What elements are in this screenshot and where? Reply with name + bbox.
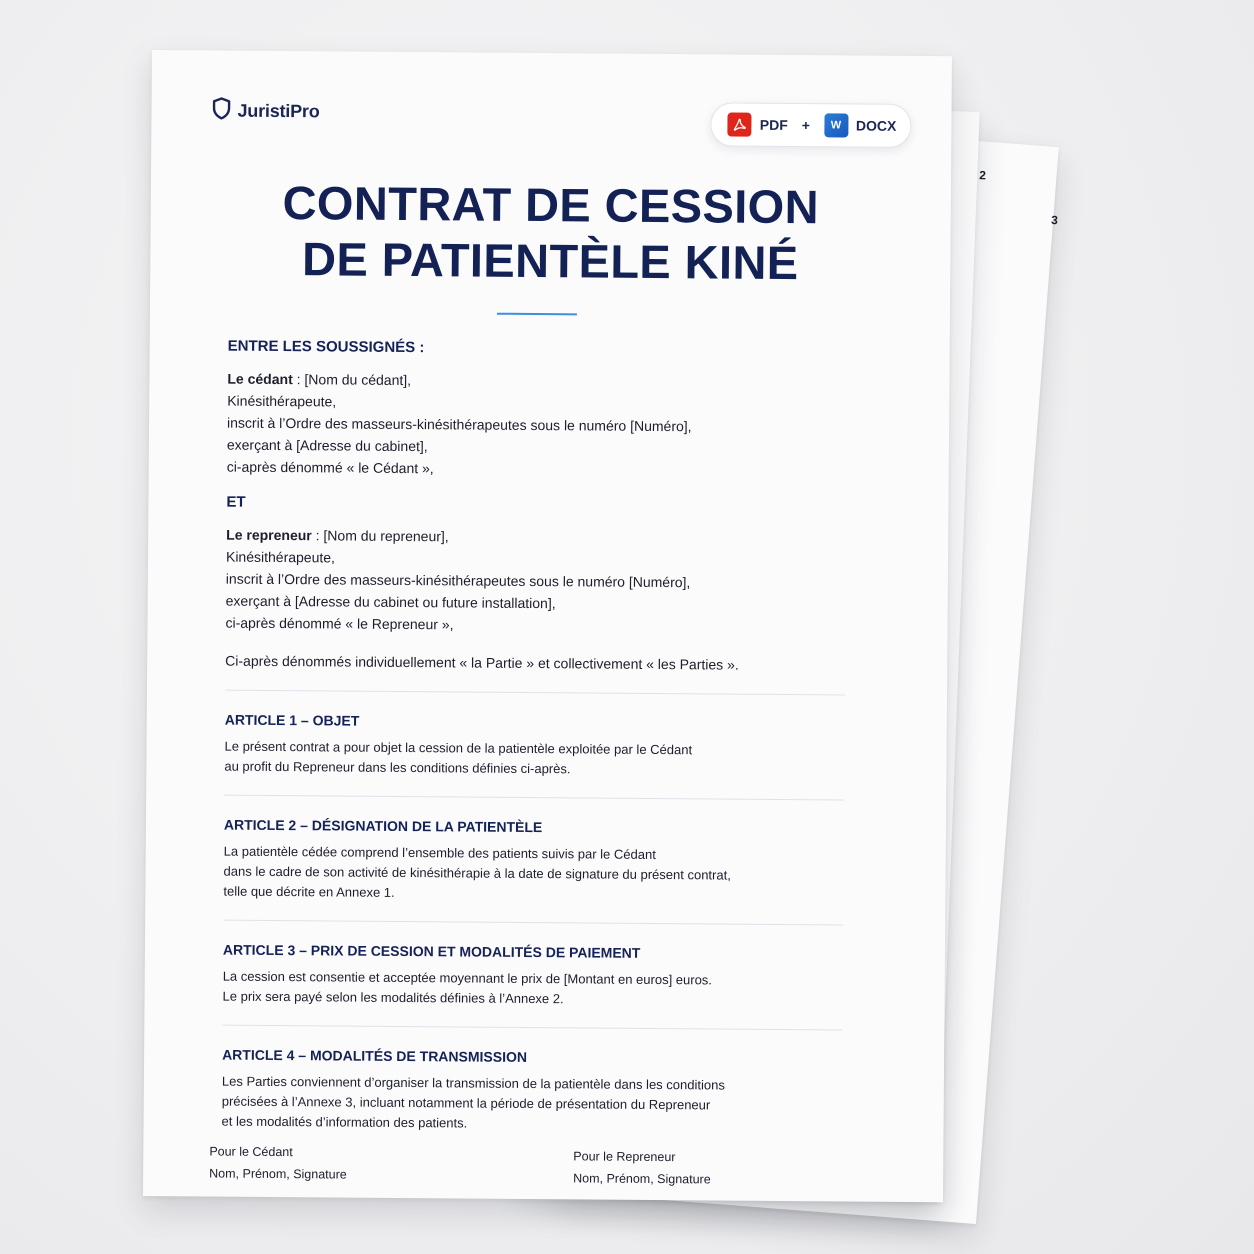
title-underline <box>497 313 577 316</box>
word-letter: W <box>830 119 842 132</box>
repreneur-profession: Kinésithérapeute, <box>225 548 336 566</box>
page-number-3: 3 <box>1050 212 1059 228</box>
article-2-title: ARTICLE 2 – DÉSIGNATION DE LA PATIENTÈLE <box>223 816 543 836</box>
format-badge <box>711 102 912 148</box>
article-1-line: Le présent contrat a pour objet la cession de la patientèle exploitée par le Cédant <box>224 738 693 758</box>
plus-sign: + <box>801 117 811 134</box>
article-2-line: La patientèle cédée comprend l’ensemble des patients suivis par le Cédant <box>223 843 656 862</box>
article-1-line: au profit du Repreneur dans les conditions définies ci-après. <box>224 758 571 777</box>
divider <box>225 690 845 696</box>
article-3-text <box>222 967 842 1012</box>
repreneur-label: Le repreneur <box>226 526 312 544</box>
article-4-line: précisées à l’Annexe 3, incluant notamment la période de présentation du Repreneur <box>221 1093 711 1113</box>
divider <box>223 920 843 926</box>
article-2-line: dans le cadre de son activité de kinésithérapie à la date de signature du présent contrat, <box>223 863 731 883</box>
cedant-adresse: exerçant à [Adresse du cabinet], <box>226 436 428 455</box>
signature-cedant-title: Pour le Cédant <box>209 1144 293 1160</box>
parties-collective: Ci-après dénommés individuellement « la Partie » et collectivement « les Parties ». <box>225 652 739 673</box>
signature-repreneur-sub: Nom, Prénom, Signature <box>573 1171 711 1187</box>
article-4-text <box>222 1072 842 1137</box>
divider <box>222 1025 842 1031</box>
signature-repreneur-title: Pour le Repreneur <box>573 1149 676 1165</box>
repreneur-name: : [Nom du repreneur], <box>311 527 449 545</box>
et-heading: ET <box>226 493 246 511</box>
word-icon <box>824 113 848 137</box>
cedant-block <box>227 368 848 483</box>
cedant-profession: Kinésithérapeute, <box>227 392 337 410</box>
repreneur-denomination: ci-après dénommé « le Repreneur », <box>225 614 454 633</box>
brand-name: JuristiPro <box>237 100 320 122</box>
repreneur-ordre: inscrit à l’Ordre des masseurs-kinésithérapeutes sous le numéro [Numéro], <box>225 570 691 591</box>
article-3 <box>222 939 843 1012</box>
parties-heading: ENTRE LES SOUSSIGNÉS : <box>227 337 425 357</box>
signature-repreneur <box>573 1145 711 1190</box>
repreneur-adresse: exerçant à [Adresse du cabinet ou future installation], <box>225 592 556 612</box>
article-4-title: ARTICLE 4 – MODALITÉS DE TRANSMISSION <box>222 1046 528 1065</box>
article-2 <box>223 814 844 907</box>
brand-logo <box>211 96 319 126</box>
article-4-line: Les Parties conviennent d’organiser la transmission de la patientèle dans les conditions <box>221 1073 725 1093</box>
article-3-line: Le prix sera payé selon les modalités définies à l’Annexe 2. <box>222 988 564 1007</box>
article-4-line: et les modalités d’information des patients. <box>221 1113 468 1131</box>
shield-icon <box>211 96 231 125</box>
signature-cedant-sub: Nom, Prénom, Signature <box>209 1166 347 1182</box>
pdf-label: PDF <box>759 116 788 133</box>
docx-label: DOCX <box>855 117 897 134</box>
title-line-1: CONTRAT DE CESSION <box>282 176 820 234</box>
divider <box>224 795 844 801</box>
title-line-2: DE PATIENTÈLE KINÉ <box>301 232 799 290</box>
article-1-title: ARTICLE 1 – OBJET <box>224 711 360 729</box>
signature-cedant <box>209 1140 347 1185</box>
document-body <box>222 336 848 1137</box>
article-1-text <box>224 737 844 782</box>
cedant-denomination: ci-après dénommé « le Cédant », <box>226 458 434 477</box>
page-number-2: 2 <box>979 168 987 183</box>
article-3-line: La cession est consentie et acceptée moyennant le prix de [Montant en euros] euros. <box>222 968 713 988</box>
cedant-name: : [Nom du cédant], <box>292 371 412 389</box>
article-2-text <box>223 842 843 907</box>
pdf-icon <box>728 113 752 137</box>
contract-page-1 <box>143 50 952 1202</box>
cedant-ordre: inscrit à l’Ordre des masseurs-kinésithérapeutes sous le numéro [Numéro], <box>227 414 692 435</box>
signature-block <box>209 1140 769 1187</box>
repreneur-block <box>225 524 846 639</box>
article-2-line: telle que décrite en Annexe 1. <box>223 883 395 900</box>
document-title <box>150 174 951 292</box>
cedant-label: Le cédant <box>227 370 293 388</box>
article-4 <box>222 1044 843 1137</box>
article-1 <box>224 709 845 782</box>
article-3-title: ARTICLE 3 – PRIX DE CESSION ET MODALITÉS DE PAIEMENT <box>222 941 641 961</box>
